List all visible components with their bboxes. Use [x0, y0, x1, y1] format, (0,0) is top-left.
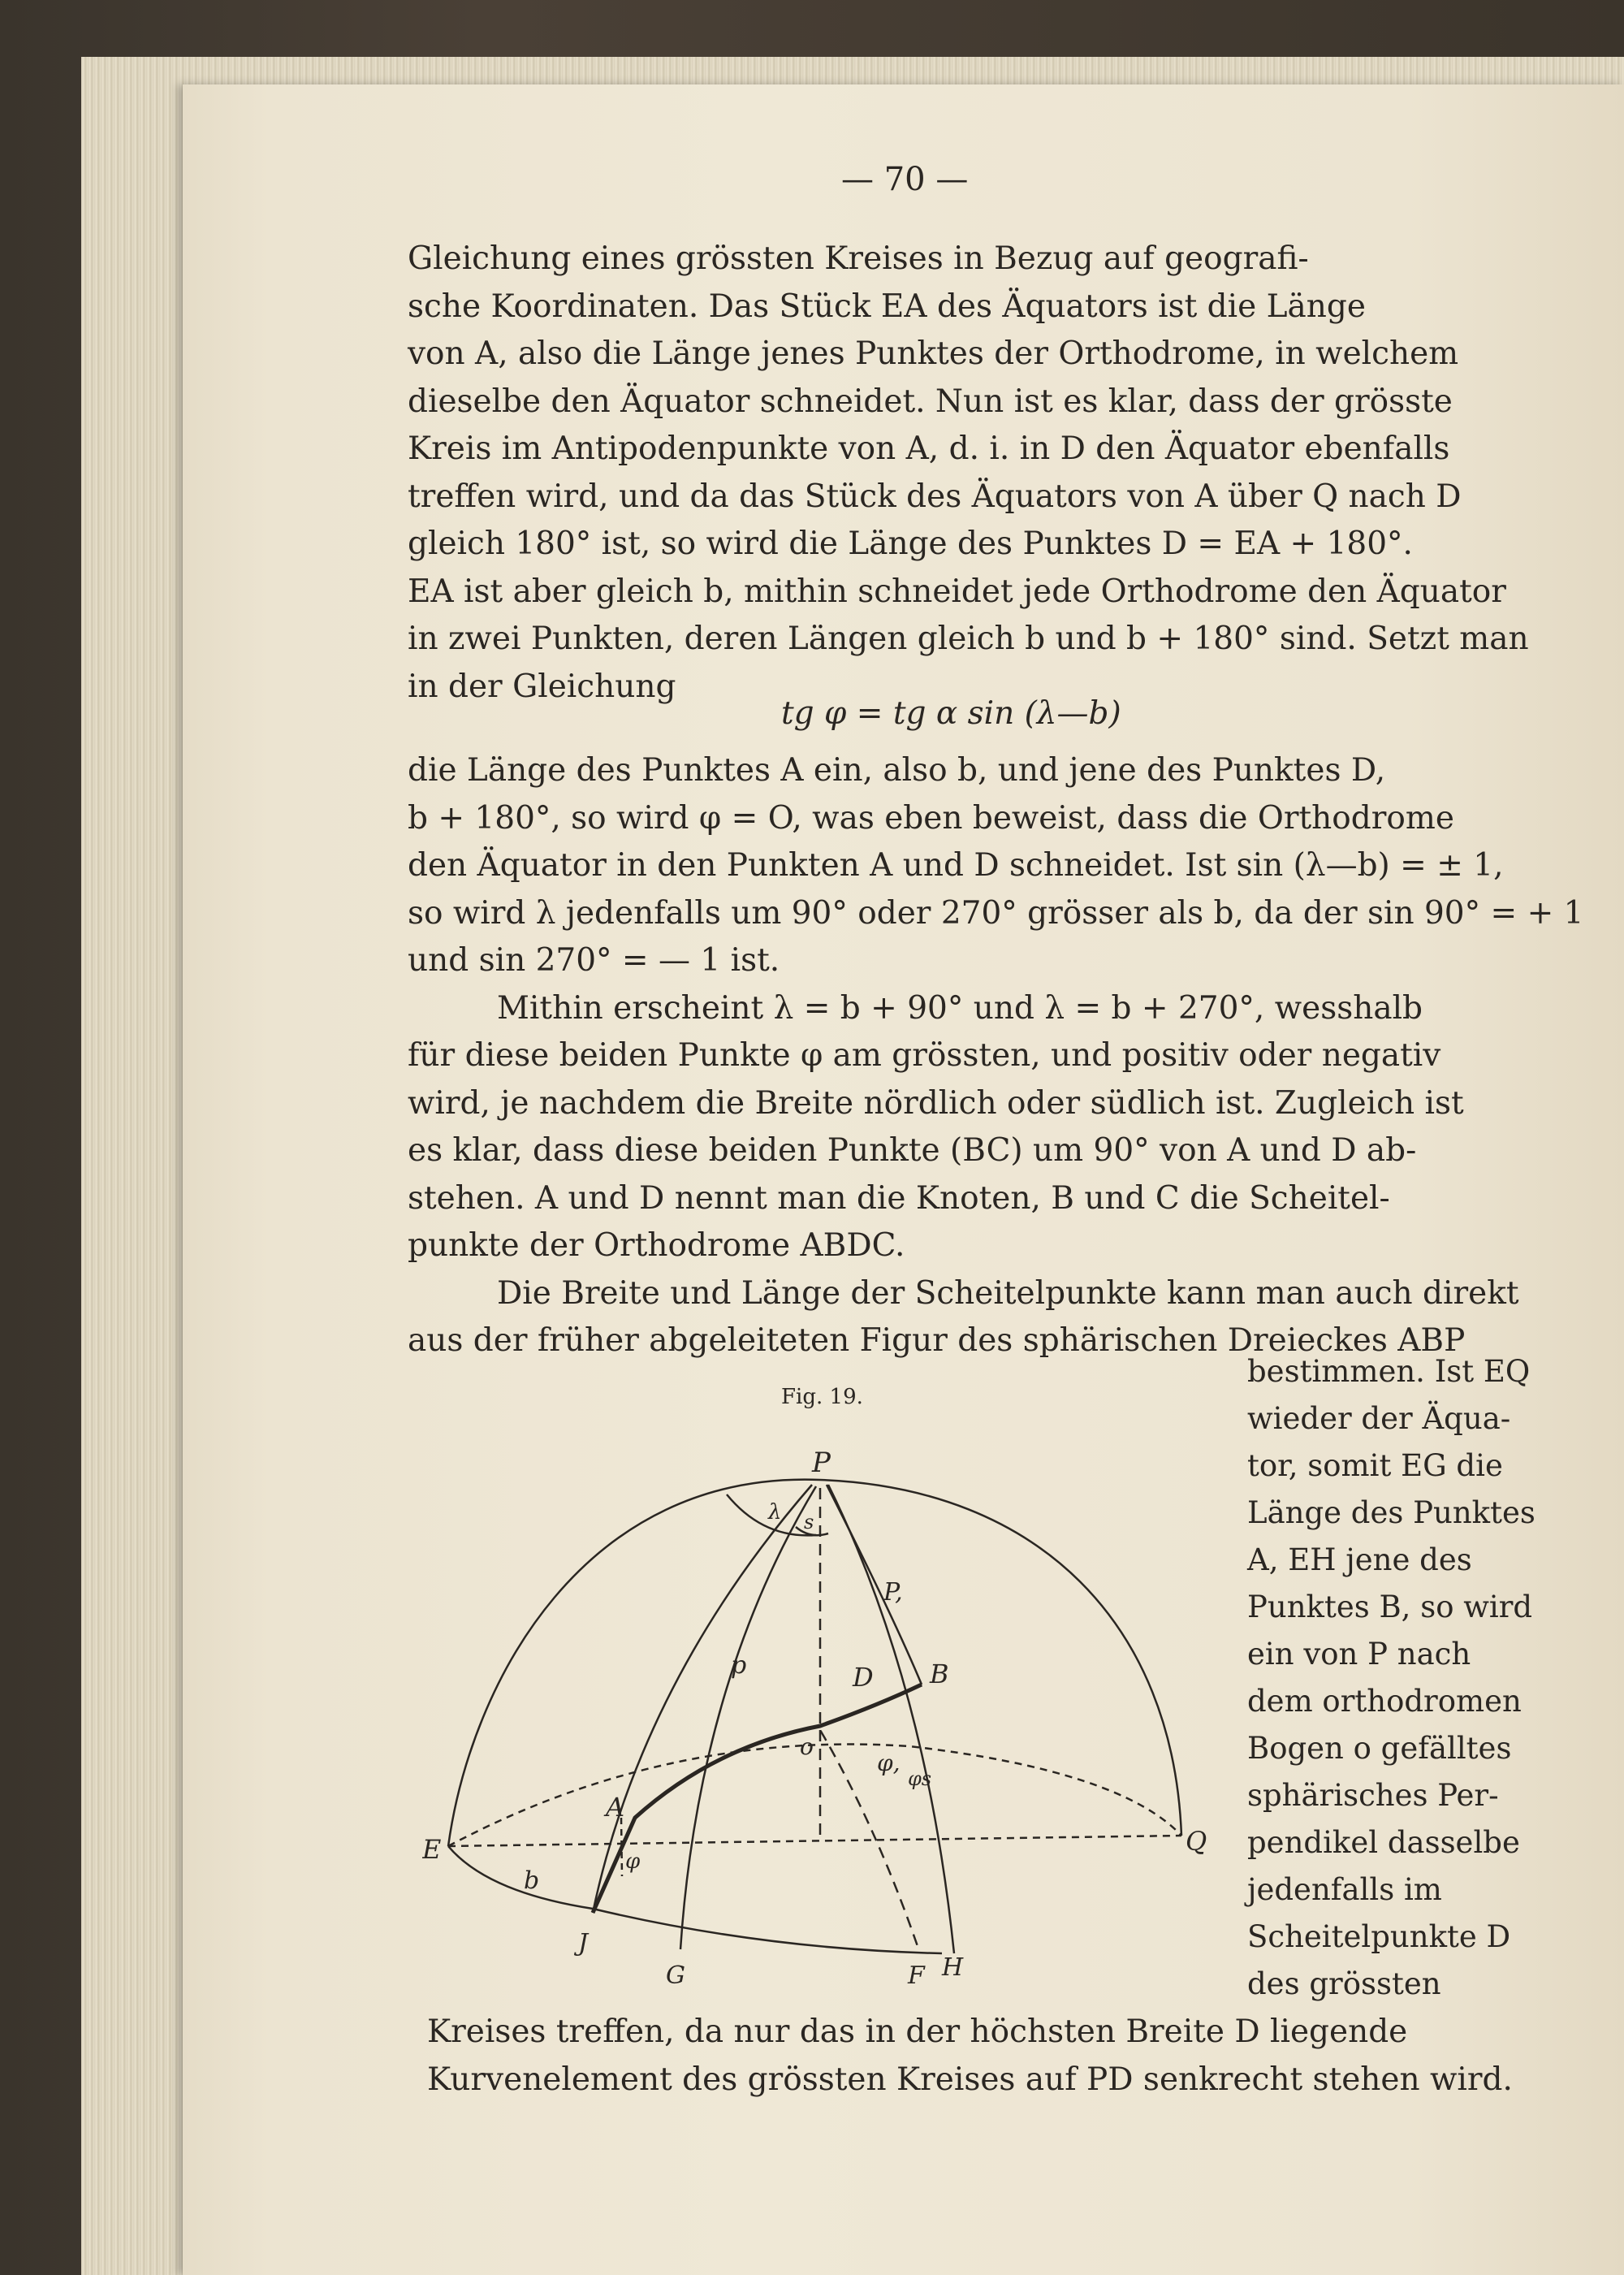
- label-lambda: λ: [768, 1500, 782, 1525]
- text-line: treffen wird, und da das Stück des Äquators von A über Q nach D: [408, 478, 1462, 515]
- label-s: s: [804, 1511, 814, 1533]
- paragraph-right-column: [1247, 1348, 1535, 2008]
- text-line: in der Gleichung: [408, 668, 676, 705]
- text-line: ein von P nach: [1247, 1637, 1471, 1672]
- equator-back-arc: [448, 1745, 1181, 1846]
- text-line: und sin 270° = — 1 ist.: [408, 942, 780, 979]
- text-line: Gleichung eines grössten Kreises in Bezug auf geografi-: [408, 240, 1309, 277]
- figure-svg: [422, 1438, 1234, 2006]
- text-line: Länge des Punktes: [1247, 1495, 1535, 1530]
- label-H: H: [942, 1953, 964, 1982]
- text-line: bestimmen. Ist EQ: [1247, 1354, 1531, 1389]
- text-line: Die Breite und Länge der Scheitelpunkte kann man auch direkt: [497, 1274, 1519, 1312]
- label-Q: Q: [1186, 1826, 1207, 1857]
- figure-19-spherical-diagram: [422, 1438, 1234, 2006]
- label-F: F: [908, 1961, 925, 1990]
- text-line: dieselbe den Äquator schneidet. Nun ist es klar, dass der grösste: [408, 383, 1453, 420]
- label-p: p: [731, 1651, 747, 1680]
- text-line: den Äquator in den Punkten A und D schneidet. Ist sin (λ—b) = ± 1,: [408, 847, 1504, 884]
- text-line: dem orthodromen: [1247, 1684, 1522, 1719]
- meridian-pg: [680, 1486, 816, 1949]
- formula: tg φ = tg α sin (λ—b): [781, 695, 1121, 732]
- text-line: punkte der Orthodrome ABDC.: [408, 1227, 905, 1264]
- text-line: die Länge des Punktes A ein, also b, und jene des Punktes D,: [408, 752, 1386, 789]
- text-line: Kurvenelement des grössten Kreises auf PD senkrecht stehen wird.: [427, 2061, 1513, 2098]
- label-phi: φ: [625, 1849, 641, 1874]
- text-line: jedenfalls im: [1247, 1872, 1442, 1907]
- text-line: pendikel dasselbe: [1247, 1825, 1520, 1860]
- paragraph-bottom: [427, 2009, 1520, 2104]
- meridian-ph: [828, 1485, 954, 1953]
- text-line: Kreis im Antipodenpunkte von A, d. i. in D den Äquator ebenfalls: [408, 430, 1450, 467]
- label-D: D: [853, 1662, 874, 1693]
- label-J: J: [578, 1929, 589, 1957]
- text-line: in zwei Punkten, deren Längen gleich b und b + 180° sind. Setzt man: [408, 621, 1529, 657]
- text-line: EA ist aber gleich b, mithin schneidet jede Orthodrome den Äquator: [408, 573, 1506, 610]
- paragraph-middle: [408, 747, 1584, 1365]
- text-line: wird, je nachdem die Breite nördlich oder südlich ist. Zugleich ist: [408, 1084, 1464, 1122]
- text-line: sche Koordinaten. Das Stück EA des Äquators ist die Länge: [408, 288, 1366, 325]
- text-line: des grössten: [1247, 1966, 1441, 2001]
- text-line: wieder der Äqua-: [1247, 1401, 1511, 1436]
- page-number: — 70 —: [841, 161, 969, 198]
- orthodrome-line: [593, 1685, 922, 1913]
- text-line: sphärisches Per-: [1247, 1778, 1499, 1813]
- text-line: Scheitelpunkte D: [1247, 1919, 1511, 1954]
- text-line: Bogen o gefälltes: [1247, 1731, 1512, 1766]
- text-line: Punktes B, so wird: [1247, 1589, 1533, 1624]
- label-P1: P,: [883, 1578, 903, 1607]
- label-A: A: [606, 1792, 625, 1823]
- text-line: aus der früher abgeleiteten Figur des sphärischen Dreieckes ABP: [408, 1322, 1466, 1359]
- meridian-pb: [827, 1485, 922, 1685]
- text-line: Mithin erscheint λ = b + 90° und λ = b + 270°, wesshalb: [497, 989, 1423, 1027]
- text-line: Kreises treffen, da nur das in der höchsten Breite D liegende: [427, 2013, 1408, 2050]
- label-phis: φs: [908, 1767, 932, 1790]
- text-line: so wird λ jedenfalls um 90° oder 270° grösser als b, da der sin 90° = + 1: [408, 894, 1584, 932]
- label-E: E: [422, 1834, 442, 1865]
- text-line: A, EH jene des: [1247, 1542, 1472, 1577]
- text-line: gleich 180° ist, so wird die Länge des Punktes D = EA + 180°.: [408, 525, 1413, 562]
- text-line: es klar, dass diese beiden Punkte (BC) um 90° von A und D ab-: [408, 1132, 1417, 1169]
- label-o: o: [800, 1733, 814, 1760]
- text-line: tor, somit EG die: [1247, 1448, 1503, 1483]
- lower-boundary-arc: [448, 1846, 942, 1953]
- label-G: G: [666, 1961, 685, 1990]
- text-line: b + 180°, so wird φ = O, was eben beweist, dass die Orthodrome: [408, 799, 1454, 837]
- label-B: B: [930, 1659, 949, 1689]
- paragraph-top: [408, 236, 1529, 711]
- figure-caption: Fig. 19.: [781, 1385, 863, 1409]
- label-phi1: φ,: [877, 1750, 901, 1776]
- equator-line: [448, 1836, 1181, 1846]
- label-b: b: [524, 1866, 540, 1895]
- meridian-pj: [593, 1485, 812, 1913]
- text-line: von A, also die Länge jenes Punktes der Orthodrome, in welchem: [408, 335, 1459, 372]
- text-line: stehen. A und D nennt man die Knoten, B und C die Scheitel-: [408, 1179, 1390, 1217]
- text-line: für diese beiden Punkte φ am grössten, und positiv oder negativ: [408, 1037, 1441, 1074]
- label-P: P: [812, 1447, 831, 1479]
